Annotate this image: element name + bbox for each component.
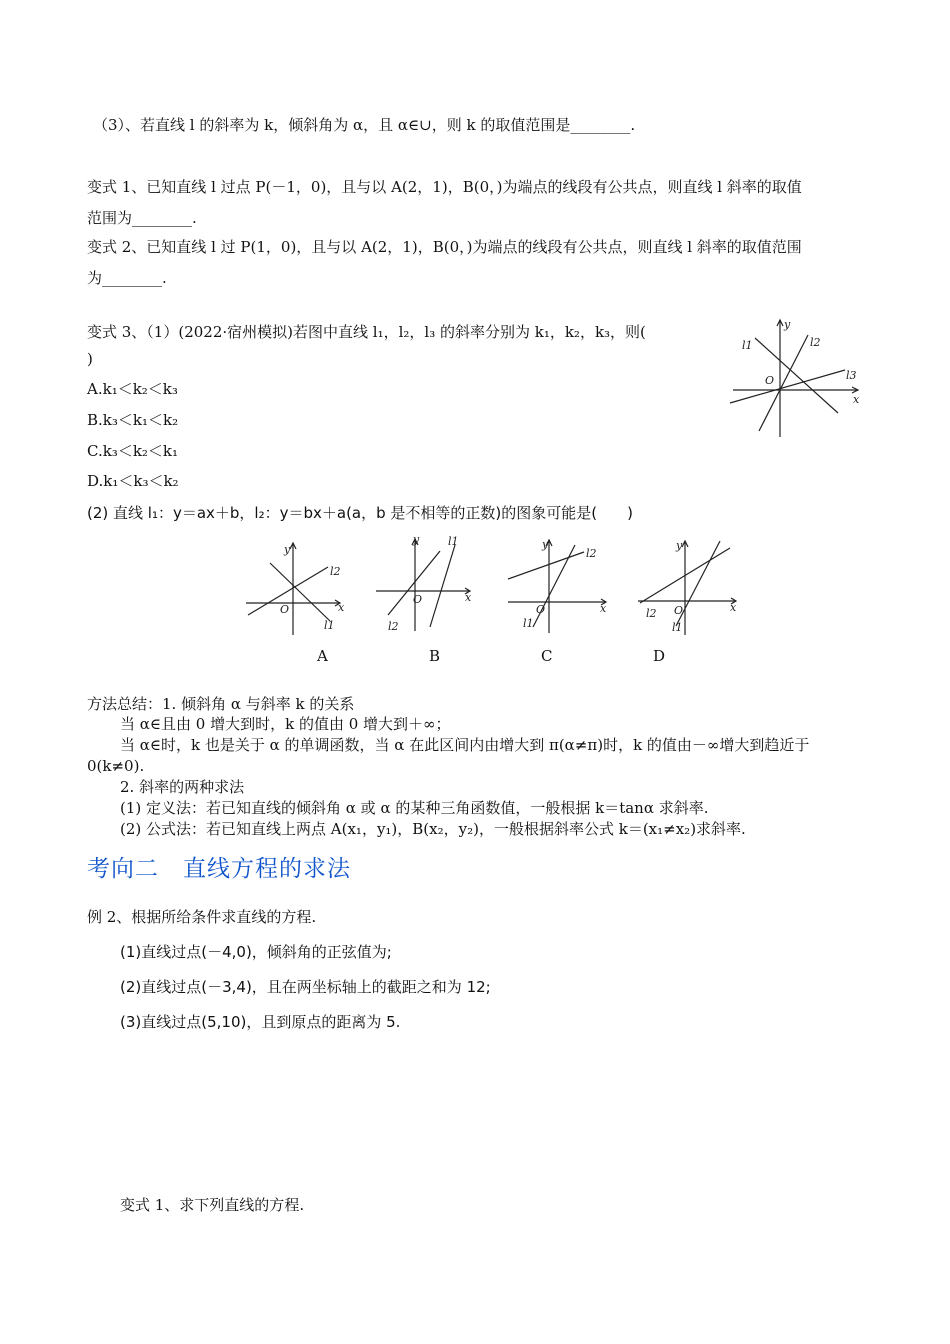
option-graphs: [240, 535, 760, 643]
option-b: B.k₃＜k₁＜k₂: [87, 411, 179, 429]
graph-d-origin: O: [674, 604, 684, 617]
graph-d-l1: l1: [672, 621, 683, 634]
graph-c-l1: l1: [523, 617, 534, 630]
example-2-title: 例 2、根据所给条件求直线的方程.: [87, 908, 317, 926]
method-line-4: (1) 定义法：若已知直线的倾斜角 α 或 α 的某种三角函数值，一般根据 k＝tanα 求斜率.: [120, 799, 709, 817]
option-d: D.k₁＜k₃＜k₂: [87, 472, 179, 490]
y-label: y: [784, 318, 791, 331]
question-2-graphs: (2) 直线 l₁：y＝ax＋b，l₂：y＝bx＋a(a，b 是不相等的正数)的图象可能是( ): [87, 504, 633, 522]
option-c: C.k₃＜k₂＜k₁: [87, 442, 179, 460]
variant-2-line-2: 为________.: [87, 269, 167, 287]
graph-b-l2: l2: [388, 620, 399, 633]
graph-a-l1: l1: [324, 619, 335, 632]
graph-d-l2: l2: [646, 607, 657, 620]
method-line-3: 2. 斜率的两种求法: [120, 778, 245, 796]
origin-label: O: [765, 374, 775, 387]
question-3: （3）、若直线 l 的斜率为 k，倾斜角为 α，且 α∈∪，则 k 的取值范围是________.: [93, 116, 636, 134]
variant-2-line-1: 变式 2、已知直线 l 过 P(1，0)，且与以 A(2，1)，B(0，)为端点的线段有公共点，则直线 l 斜率的取值范围: [87, 238, 802, 256]
graph-c-y-label: y: [542, 538, 549, 551]
bottom-variant-1: 变式 1、求下列直线的方程.: [120, 1196, 305, 1214]
graph-caption-b: B: [429, 647, 441, 665]
graph-c-x-label: x: [600, 602, 607, 615]
method-line-2b: 0(k≠0).: [87, 757, 145, 775]
graph-b-origin: O: [413, 593, 423, 606]
option-a: A.k₁＜k₂＜k₃: [87, 380, 178, 398]
l3-label: l3: [846, 369, 857, 382]
x-label: x: [853, 393, 860, 406]
graph-d: [638, 541, 736, 635]
graph-d-x-label: x: [730, 601, 737, 614]
graph-c-origin: O: [536, 603, 546, 616]
graph-caption-d: D: [653, 647, 666, 665]
graph-caption-a: A: [317, 647, 328, 665]
three-lines-figure: [725, 315, 870, 440]
method-line-1: 当 α∈且由 0 增大到时，k 的值由 0 增大到＋∞；: [120, 715, 451, 733]
graph-a-origin: O: [280, 603, 290, 616]
l2-label: l2: [810, 336, 821, 349]
graph-a-x-label: x: [338, 601, 345, 614]
graph-a-y-label: y: [284, 543, 291, 556]
graph-caption-c: C: [541, 647, 553, 665]
method-summary-title: 方法总结：1. 倾斜角 α 与斜率 k 的关系: [87, 695, 355, 713]
graph-b-l1: l1: [448, 535, 459, 548]
example-2-part-3: (3)直线过点(5,10)，且到原点的距离为 5.: [120, 1013, 401, 1031]
method-line-2a: 当 α∈时，k 也是关于 α 的单调函数，当 α 在此区间内由增大到 π(α≠π)时，k 的值由－∞增大到趋近于: [120, 736, 810, 754]
method-line-5: (2) 公式法：若已知直线上两点 A(x₁，y₁)，B(x₂，y₂)，一般根据斜率公式 k＝(x₁≠x₂)求斜率.: [120, 820, 746, 838]
variant-3-question: 变式 3、（1）(2022·宿州模拟)若图中直线 l₁，l₂，l₃ 的斜率分别为 k₁，k₂，k₃，则(: [87, 323, 646, 341]
variant-1-line-2: 范围为________.: [87, 209, 197, 227]
section-heading: 考向二 直线方程的求法: [87, 856, 351, 882]
graph-b-x-label: x: [465, 591, 472, 604]
graph-a-l2: l2: [330, 565, 341, 578]
graph-d-y-label: y: [676, 539, 683, 552]
variant-3-paren: ): [87, 350, 93, 368]
l1-label: l1: [742, 339, 753, 352]
variant-1-line-1: 变式 1、已知直线 l 过点 P(－1，0)，且与以 A(2，1)，B(0，)为端点的线段有公共点，则直线 l 斜率的取值: [87, 178, 802, 196]
graph-b: [376, 539, 470, 631]
example-2-part-1: (1)直线过点(－4,0)，倾斜角的正弦值为;: [120, 943, 392, 961]
example-2-part-2: (2)直线过点(－3,4)，且在两坐标轴上的截距之和为 12;: [120, 978, 491, 996]
graph-c-l2: l2: [586, 547, 597, 560]
graph-b-y-label: y: [413, 535, 420, 546]
